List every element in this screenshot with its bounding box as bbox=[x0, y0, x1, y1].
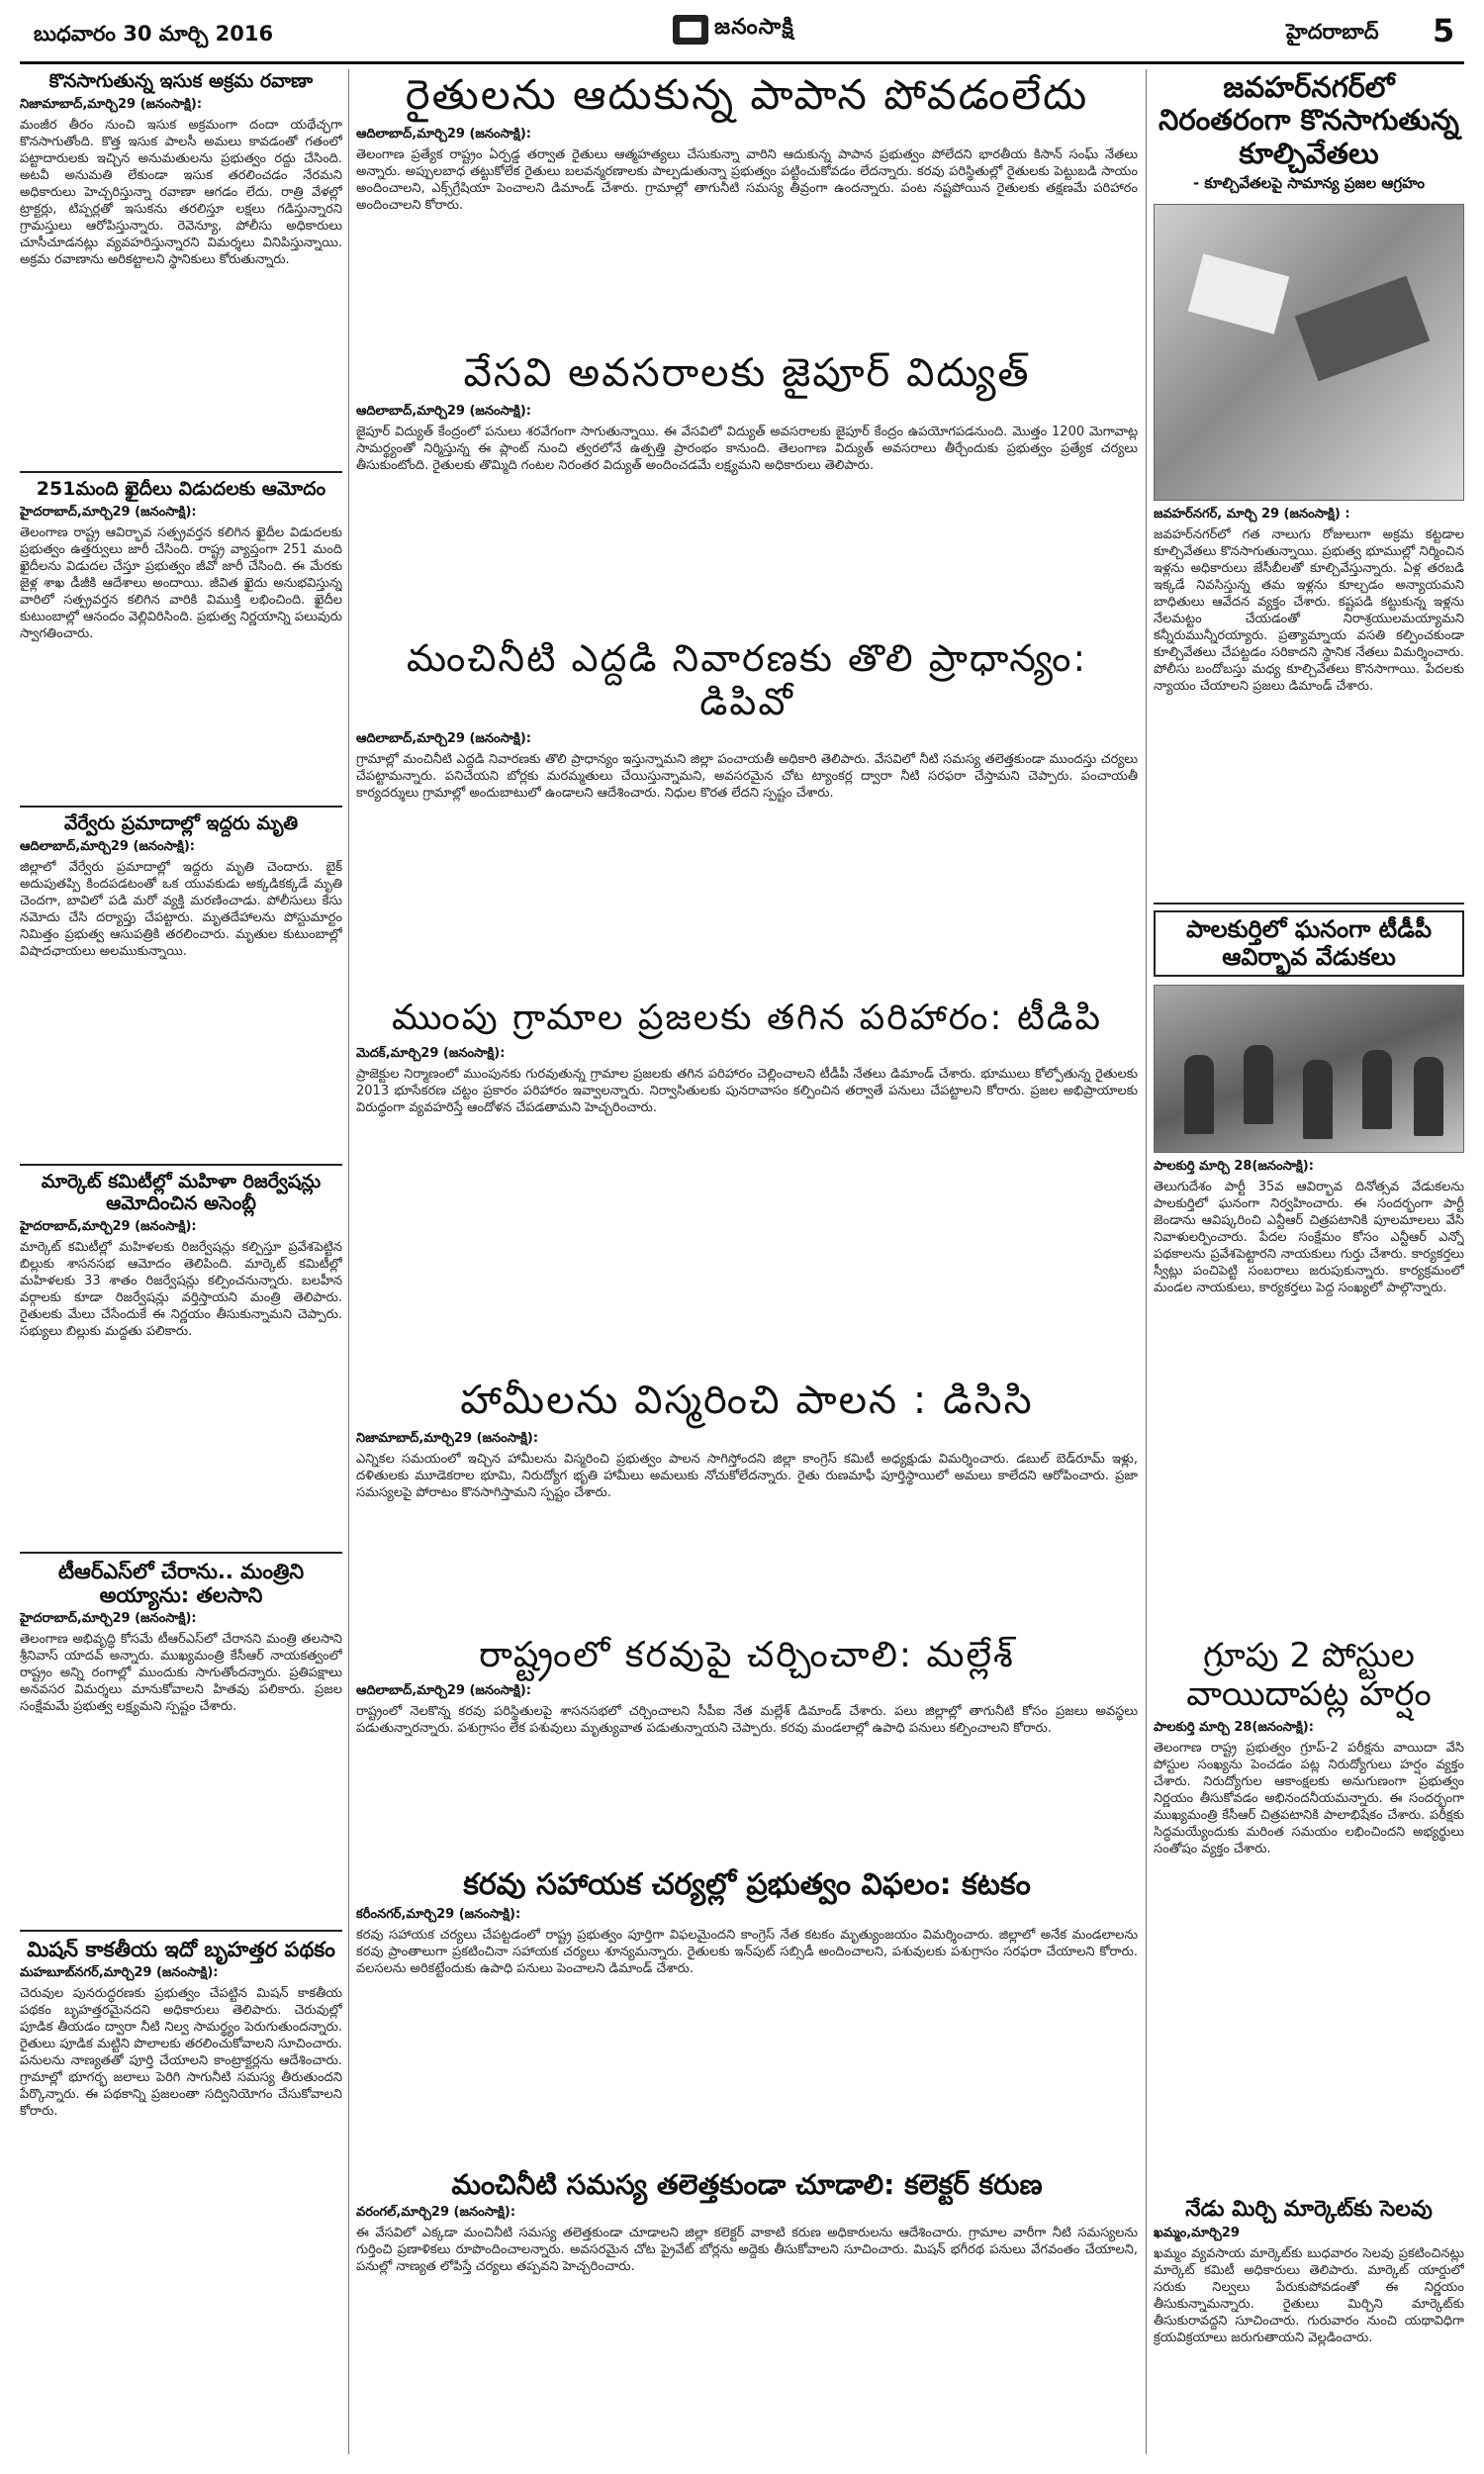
article-drought-katakam bbox=[356, 1868, 1138, 2165]
article-dateline: ఆదిలాబాద్,మార్చి29 (జనంసాక్షి): bbox=[20, 838, 195, 854]
article-body: కరవు సహాయక చర్యలు చేపట్టడంలో రాష్ట్ర ప్రభుత్వం పూర్తిగా విఫలమైందని కాంగ్రెస్ నేత కటకం మృత్యుంజయం విమర్శించారు. జిల్లాలో అనేక మండలాలను కరవు ప్రాంతాలుగా ప్రకటించినా సహాయక చర్యలు శూన్యమన్నారు. రైతులకు ఇన్‌పుట్ సబ్సిడీ అందించాలని, పశువులకు పశుగ్రాసం సరఫరా చేయాలని కోరారు. వలసలను అరికట్టేందుకు ఉపాధి పనులు పెంచాలని డిమాండ్ చేశారు. bbox=[356, 1927, 1138, 1976]
article-dateline: ఆదిలాబాద్,మార్చి29 (జనంసాక్షి): bbox=[356, 127, 531, 143]
article-body: మార్కెట్ కమిటీల్లో మహిళలకు రిజర్వేషన్లు కల్పిస్తూ ప్రవేశపెట్టిన బిల్లుకు శాసనసభ ఆమోదం తెలిపింది. మార్కెట్ కమిటీల్లో మహిళలకు 33 శాతం రిజర్వేషన్లు కల్పించనున్నారు. బలహీన వర్గాలకు కూడా రిజర్వేషన్లు వర్తిస్తాయని మంత్రి తెలిపారు. రైతులకు మేలు చేసేందుకే ఈ నిర్ణయం తీసుకున్నామని చెప్పారు. సభ్యులు బిల్లుకు మద్దతు పలికారు. bbox=[20, 1239, 342, 1339]
article-headline: మార్కెట్ కమిటీల్లో మహిళా రిజర్వేషన్లు ఆమోదించిన అసెంబ్లీ bbox=[41, 1172, 322, 1214]
article-headline: వేర్వేరు ప్రమాదాల్లో ఇద్దరు మృతి bbox=[63, 813, 299, 834]
article-talasani bbox=[20, 1560, 342, 1926]
article-headline: రాష్ట్రంలో కరవుపై చర్చించాలి: మల్లేశ్ bbox=[479, 1635, 1015, 1675]
article-body: ప్రాజెక్టుల నిర్మాణంలో ముంపునకు గురవుతున్న గ్రామాల ప్రజలకు తగిన పరిహారం చెల్లించాలని టీడీపీ నేతలు డిమాండ్ చేశారు. భూములు కోల్పోతున్న రైతులకు 2013 భూసేకరణ చట్టం ప్రకారం పరిహారం ఇవ్వాలన్నారు. నిర్వాసితులకు పునరావాసం కల్పించిన తర్వాతే పనులు చేపట్టాలని కోరారు. ప్రజల అభిప్రాయాలకు విరుద్ధంగా వ్యవహరిస్తే ఆందోళన చేపడతామని హెచ్చరించారు. bbox=[356, 1067, 1138, 1116]
article-dateline: కరీంనగర్,మార్చి29 (జనంసాక్షి): bbox=[356, 1906, 521, 1922]
article-body: తెలంగాణ రాష్ట్ర ఆవిర్భావ సత్ప్రవర్తన కలిగిన ఖైదీల విడుదలకు ప్రభుత్వం ఉత్తర్వులు జారీ చేసింది. రాష్ట్ర వ్యాప్తంగా 251 మంది ఖైదీలను విడుదల చేస్తూ ప్రభుత్వం జీవో జారీ చేసింది. ఈ మేరకు జైళ్ల శాఖ డీజీకి ఆదేశాలు అందాయి. జీవిత ఖైదు అనుభవిస్తున్న వారిలో సత్ప్రవర్తన కలిగిన వారికి విముక్తి లభించింది. ఖైదీల కుటుంబాల్లో ఆనందం వెల్లివిరిసింది. ప్రభుత్వ నిర్ణయాన్ని పలువురు స్వాగతించారు. bbox=[20, 524, 342, 641]
article-tdp-formation-day bbox=[1154, 910, 1464, 1633]
article-collector-karuna bbox=[356, 2169, 1138, 2456]
article-divider bbox=[20, 1930, 342, 1932]
article-body: జవహర్‌నగర్‌లో గత నాలుగు రోజులుగా అక్రమ కట్టడాల కూల్చివేతలు కొనసాగుతున్నాయి. ప్రభుత్వ భూముల్లో నిర్మించిన ఇళ్లను అధికారులు జేసీబీలతో కూల్చివేస్తున్నారు. ఏళ్ల తరబడి ఇక్కడే నివసిస్తున్న తమ ఇళ్లను కూల్చడం అన్యాయమని బాధితులు ఆవేదన వ్యక్తం చేశారు. కష్టపడి కట్టుకున్న ఇళ్లను నేలమట్టం చేయడంతో నిరాశ్రయులమయ్యామని కన్నీరుమున్నీరయ్యారు. ప్రత్యామ్నాయ వసతి కల్పించకుండా కూల్చివేతలు చేపట్టడం సరికాదని స్థానిక నేతలు విమర్శించారు. పోలీసు బందోబస్తు మధ్య కూల్చివేతలు కొనసాగాయి. పేదలకు న్యాయం చేయాలని ప్రజలు డిమాండ్ చేశారు. bbox=[1154, 527, 1464, 695]
article-body: రాష్ట్రంలో నెలకొన్న కరవు పరిస్థితులపై శాసనసభలో చర్చించాలని సీపీఐ నేత మల్లేశ్ డిమాండ్ చేశారు. పలు జిల్లాల్లో తాగునీటి కోసం ప్రజలు అవస్థలు పడుతున్నారన్నారు. పశుగ్రాసం లేక పశువులు మృత్యువాత పడుతున్నాయని చెప్పారు. కరవు మండలాల్లో ఉపాధి పనులు కల్పించాలని కోరారు. bbox=[356, 1704, 1138, 1737]
article-body: తెలంగాణ రాష్ట్ర ప్రభుత్వం గ్రూప్-2 పరీక్షను వాయిదా వేసి పోస్టుల సంఖ్యను పెంచడం పట్ల నిరుద్యోగులు హర్షం వ్యక్తం చేశారు. నిరుద్యోగుల ఆకాంక్షలకు అనుగుణంగా ప్రభుత్వం నిర్ణయం తీసుకోవడం అభినందనీయమన్నారు. ఈ సందర్భంగా ముఖ్యమంత్రి కేసీఆర్ చిత్రపటానికి పాలాభిషేకం చేశారు. పరీక్షకు సిద్ధమయ్యేందుకు మరింత సమయం లభించిందని అభ్యర్థులు సంతోషం వ్యక్తం చేశారు. bbox=[1154, 1741, 1464, 1857]
article-prisoners-release bbox=[20, 479, 342, 802]
article-body: ఎన్నికల సమయంలో ఇచ్చిన హామీలను విస్మరించి ప్రభుత్వం పాలన సాగిస్తోందని జిల్లా కాంగ్రెస్ కమిటీ అధ్యక్షుడు విమర్శించారు. డబుల్ బెడ్‌రూమ్ ఇళ్లు, దళితులకు మూడెకరాల భూమి, నిరుద్యోగ భృతి హామీలు అమలుకు నోచుకోలేదన్నారు. రైతు రుణమాఫీ పూర్తిస్థాయిలో అమలు కాలేదని ఆరోపించారు. ప్రజా సమస్యలపై పోరాటం కొనసాగిస్తామని స్పష్టం చేశారు. bbox=[356, 1452, 1138, 1500]
article-drinking-water-dpo bbox=[356, 637, 1138, 994]
article-headline: వేసవి అవసరాలకు జైపూర్ విద్యుత్ bbox=[463, 350, 1031, 396]
article-demolitions bbox=[1154, 71, 1464, 899]
article-headline: రైతులను ఆదుకున్న పాపాన పోవడంలేదు bbox=[405, 71, 1089, 119]
demolition-photo bbox=[1154, 204, 1464, 501]
article-headline: ముంపు గ్రామాల ప్రజలకు తగిన పరిహారం: టీడిపి bbox=[392, 998, 1102, 1038]
masthead-logo-text: జనంసాక్షి bbox=[714, 15, 794, 40]
article-dateline: ఆదిలాబాద్,మార్చి29 (జనంసాక్షి): bbox=[356, 1683, 531, 1699]
article-subhead: - కూల్చివేతలపై సామాన్య ప్రజల ఆగ్రహం bbox=[1192, 174, 1426, 193]
article-body: చెరువుల పునరుద్ధరణకు ప్రభుత్వం చేపట్టిన మిషన్ కాకతీయ పథకం బృహత్తరమైనదని అధికారులు తెలిపారు. చెరువుల్లో పూడిక తీయడం ద్వారా నీటి నిల్వ సామర్థ్యం పెరుగుతుందన్నారు. రైతులు పూడిక మట్టిని పొలాలకు తరలించుకోవాలని సూచించారు. పనులను నాణ్యతతో పూర్తి చేయాలని కాంట్రాక్టర్లను ఆదేశించారు. గ్రామాల్లో భూగర్భ జలాలు పెరిగి సాగునీటి సమస్య తీరుతుందని పేర్కొన్నారు. ఈ పథకాన్ని ప్రజలంతా సద్వినియోగం చేసుకోవాలని కోరారు. bbox=[20, 1986, 342, 2120]
newspaper-logo-icon bbox=[673, 15, 708, 45]
article-headline: గ్రూపు 2 పోస్టుల వాయిదాపట్ల హర్షం bbox=[1186, 1637, 1432, 1715]
article-dateline: పాలకుర్తి మార్చి 28(జనంసాక్షి): bbox=[1154, 1720, 1314, 1736]
article-dcc bbox=[356, 1378, 1138, 1631]
article-headline: జవహర్‌నగర్‌లో నిరంతరంగా కొనసాగుతున్న కూల్చివేతలు bbox=[1159, 71, 1459, 170]
article-sand-smuggling bbox=[20, 71, 342, 467]
article-headline: 251మంది ఖైదీలు విడుదలకు ఆమోదం bbox=[36, 479, 326, 500]
article-headline: మిషన్ కాకతీయ ఇదో బృహత్తర పథకం bbox=[27, 1938, 335, 1961]
article-headline: మంచినీటి ఎద్దడి నివారణకు తొలి ప్రాధాన్యం: డిపివో bbox=[406, 637, 1088, 723]
article-market-reservations bbox=[20, 1172, 342, 1548]
article-mirchi-market bbox=[1154, 2197, 1464, 2454]
article-dateline: పాలకుర్తి మార్చి 28(జనంసాక్షి): bbox=[1154, 1159, 1314, 1175]
article-headline: నేడు మిర్చి మార్కెట్‌కు సెలవు bbox=[1185, 2197, 1433, 2222]
article-body: తెలుగుదేశం పార్టీ 35వ ఆవిర్భావ దినోత్సవ వేడుకలను పాలకుర్తిలో ఘనంగా నిర్వహించారు. ఈ సందర్భంగా పార్టీ జెండాను ఆవిష్కరించి ఎన్టీఆర్ చిత్రపటానికి పూలమాలలు వేసి నివాళులర్పించారు. పేదల సంక్షేమం కోసం ఎన్టీఆర్ ఎన్నో పథకాలను ప్రవేశపెట్టారని నాయకులు గుర్తు చేశారు. కార్యకర్తలు స్వీట్లు పంచిపెట్టి సంబరాలు జరుపుకున్నారు. కార్యక్రమంలో మండల నాయకులు, కార్యకర్తలు పెద్ద సంఖ్యలో పాల్గొన్నారు. bbox=[1154, 1180, 1464, 1296]
article-divider bbox=[20, 1164, 342, 1166]
article-headline: టీఆర్ఎస్‌లో చేరాను.. మంత్రిని అయ్యాను: తలసాని bbox=[57, 1560, 305, 1608]
article-body: జిల్లాలో వేర్వేరు ప్రమాదాల్లో ఇద్దరు మృతి చెందారు. బైక్ అదుపుతప్పి కిందపడటంతో ఒక యువకుడు అక్కడికక్కడే మృతి చెందగా, బావిలో పడి మరో వ్యక్తి మరణించాడు. పోలీసులు కేసు నమోదు చేసి దర్యాప్తు చేపట్టారు. మృతదేహాలను పోస్టుమార్టం నిమిత్తం ప్రభుత్వ ఆసుపత్రికి తరలించారు. మృతుల కుటుంబాల్లో విషాదఛాయలు అలముకున్నాయి. bbox=[20, 859, 342, 959]
article-body: తెలంగాణ ప్రత్యేక రాష్ట్రం ఏర్పడ్డ తర్వాత రైతులు ఆత్మహత్యలు చేసుకున్నా వారిని ఆదుకున్న పాపాన ప్రభుత్వం పోలేదని భారతీయ కిసాన్ సంఘ్ నేతలు అన్నారు. అప్పులబాధ తట్టుకోలేక రైతులు బలవన్మరణాలకు పాల్పడుతున్నా ప్రభుత్వం పట్టించుకోవడం లేదన్నారు. కరవు పరిస్థితుల్లో రైతులకు పెట్టుబడి సాయం అందించాలని, ఎక్స్‌గ్రేషియా పెంచాలని డిమాండ్ చేశారు. గ్రామాల్లో తాగునీటి సమస్య తీవ్రంగా ఉందన్నారు. పంట నష్టపోయిన రైతులకు తక్షణమే పరిహారం అందించాలని కోరారు. bbox=[356, 147, 1138, 214]
article-body: గ్రామాల్లో మంచినీటి ఎద్దడి నివారణకు తొలి ప్రాధాన్యం ఇస్తున్నామని జిల్లా పంచాయతీ అధికారి తెలిపారు. వేసవిలో నీటి సమస్య తలెత్తకుండా ముందస్తు చర్యలు చేపట్టామన్నారు. పనిచేయని బోర్లకు మరమ్మతులు చేయిస్తున్నామని, అవసరమైన చోట ట్యాంకర్ల ద్వారా నీటి సరఫరా చేస్తామని చెప్పారు. పంచాయతీ కార్యదర్శులు గ్రామాల్లో అందుబాటులో ఉండాలని ఆదేశించారు. నిధుల కొరత లేదని స్పష్టం చేశారు. bbox=[356, 752, 1138, 802]
article-body: జైపూర్ విద్యుత్ కేంద్రంలో పనులు శరవేగంగా సాగుతున్నాయి. ఈ వేసవిలో విద్యుత్ అవసరాలకు జైపూర్ కేంద్రం ఉపయోగపడనుంది. మొత్తం 1200 మెగావాట్ల సామర్థ్యంతో నిర్మిస్తున్న ఈ ప్లాంట్ నుంచి త్వరలోనే ఉత్పత్తి ప్రారంభం కానుంది. తెలంగాణ విద్యుత్ అవసరాలు తీర్చేందుకు ప్రభుత్వం ప్రత్యేక చర్యలు తీసుకుంటోంది. రైతులకు తొమ్మిది గంటల నిరంతర విద్యుత్ అందించడమే లక్ష్యమని అధికారులు తెలిపారు. bbox=[356, 425, 1138, 473]
center-column bbox=[356, 71, 1138, 2456]
article-body: తెలంగాణ అభివృద్ధి కోసమే టీఆర్ఎస్‌లో చేరానని మంత్రి తలసాని శ్రీనివాస్ యాదవ్ అన్నారు. ముఖ్యమంత్రి కేసీఆర్ నాయకత్వంలో రాష్ట్రం అన్ని రంగాల్లో ముందుకు సాగుతోందన్నారు. ప్రతిపక్షాలు అనవసర విమర్శలు మానుకోవాలని హితవు పలికారు. ప్రజల సంక్షేమమే ప్రభుత్వ లక్ష్యమని స్పష్టం చేశారు. bbox=[20, 1632, 342, 1715]
article-dateline: నిజామాబాద్,మార్చి29 (జనంసాక్షి): bbox=[356, 1431, 539, 1446]
masthead-date: బుధవారం 30 మార్చి 2016 bbox=[34, 22, 274, 46]
article-dateline: హైదరాబాద్,మార్చి29 (జనంసాక్షి): bbox=[20, 504, 197, 520]
article-body: ఖమ్మం వ్యవసాయ మార్కెట్‌కు బుధవారం సెలవు ప్రకటించినట్లు మార్కెట్ కమిటీ అధికారులు తెలిపారు. మార్కెట్ యార్డులో సరుకు నిల్వలు పేరుకుపోవడంతో ఈ నిర్ణయం తీసుకున్నామన్నారు. రైతులు మిర్చిని మార్కెట్‌కు తీసుకురావద్దని సూచించారు. గురువారం నుంచి యథావిధిగా క్రయవిక్రయాలు జరుగుతాయని వెల్లడించారు. bbox=[1154, 2246, 1464, 2346]
column-divider bbox=[348, 69, 349, 2454]
article-divider bbox=[1154, 903, 1464, 904]
article-headline: మంచినీటి సమస్య తలెత్తకుండా చూడాలి: కలెక్టర్ కరుణ bbox=[451, 2169, 1043, 2201]
column-divider bbox=[1146, 69, 1147, 2454]
article-dateline: ఆదిలాబాద్,మార్చి29 (జనంసాక్షి): bbox=[356, 731, 531, 747]
tdp-celebration-photo bbox=[1154, 985, 1464, 1153]
article-divider bbox=[20, 471, 342, 473]
article-dateline: వరంగల్,మార్చి29 (జనంసాక్షి): bbox=[356, 2205, 516, 2221]
article-jaipur-power bbox=[356, 350, 1138, 633]
article-headline: పాలకుర్తిలో ఘనంగా టీడీపీ ఆవిర్భావ వేడుకలు bbox=[1154, 910, 1464, 977]
article-drought-mallesh bbox=[356, 1635, 1138, 1864]
left-column bbox=[20, 71, 342, 2456]
article-mission-kakatiya bbox=[20, 1938, 342, 2452]
article-dateline: ఆదిలాబాద్,మార్చి29 (జనంసాక్షి): bbox=[356, 404, 531, 419]
article-accidents bbox=[20, 813, 342, 1160]
masthead-city: హైదరాబాద్ bbox=[1286, 20, 1379, 44]
right-column bbox=[1154, 71, 1464, 2456]
article-headline: హామీలను విస్మరించి పాలన : డిసిసి bbox=[460, 1378, 1034, 1423]
article-headline: కరవు సహాయక చర్యల్లో ప్రభుత్వం విఫలం: కటకం bbox=[463, 1868, 1031, 1902]
article-dateline: ఖమ్మం,మార్చి29 bbox=[1154, 2226, 1240, 2241]
article-submerged-villages bbox=[356, 998, 1138, 1374]
article-divider bbox=[20, 1552, 342, 1554]
article-headline: కొనసాగుతున్న ఇసుక అక్రమ రవాణా bbox=[48, 71, 314, 92]
article-group2-posts bbox=[1154, 1637, 1464, 2191]
article-dateline: హైదరాబాద్,మార్చి29 (జనంసాక్షి): bbox=[20, 1611, 197, 1627]
article-body: ఈ వేసవిలో ఎక్కడా మంచినీటి సమస్య తలెత్తకుండా చూడాలని జిల్లా కలెక్టర్ వాకాటి కరుణ అధికారులను ఆదేశించారు. గ్రామాల వారీగా నీటి సమస్యలను గుర్తించి ప్రణాళికలు రూపొందించాలన్నారు. అవసరమైన చోట ప్రైవేట్ బోర్లను అద్దెకు తీసుకోవాలని సూచించారు. మిషన్ భగీరథ పనులు వేగవంతం చేయాలని, పనుల్లో నాణ్యత లోపిస్తే చర్యలు తప్పవని హెచ్చరించారు. bbox=[356, 2226, 1138, 2275]
masthead-logo bbox=[673, 10, 794, 49]
masthead-rule bbox=[20, 61, 1464, 64]
article-dateline: మెదక్,మార్చి29 (జనంసాక్షి): bbox=[356, 1046, 506, 1062]
article-dateline: నిజామాబాద్,మార్చి29 (జనంసాక్షి): bbox=[20, 96, 203, 112]
article-dateline: హైదరాబాద్,మార్చి29 (జనంసాక్షి): bbox=[20, 1218, 197, 1234]
article-dateline: జవహర్‌నగర్, మార్చి 29 (జనంసాక్షి) : bbox=[1154, 507, 1350, 523]
article-divider bbox=[20, 806, 342, 808]
article-farmers bbox=[356, 71, 1138, 346]
article-body: మంజీర తీరం నుంచి ఇసుక అక్రమంగా దందా యథేచ్ఛగా కొనసాగుతోంది. కొత్త ఇసుక పాలసీ అమలు కావడంతో గతంలో పట్టాదారులకు ఇచ్చిన అనుమతులను ప్రభుత్వం రద్దు చేసింది. అటవీ అనుమతి లేకుండా ఇసుక తరలించడం నేరమని అధికారులు హెచ్చరిస్తున్నా రవాణా ఆగడం లేదు. రాత్రి వేళల్లో ట్రాక్టర్లు, టిప్పర్లతో ఇసుకను తరలిస్తూ లక్షలు గడిస్తున్నారని గ్రామస్తులు ఆరోపిస్తున్నారు. రెవెన్యూ, పోలీసు అధికారులు చూసీచూడనట్లు వ్యవహరిస్తున్నారని విమర్శలు వినిపిస్తున్నాయి. అక్రమ రవాణాను అరికట్టాలని స్థానికులు కోరుతున్నారు. bbox=[20, 117, 342, 267]
page-number: 5 bbox=[1433, 12, 1455, 49]
article-dateline: మహబూబ్‌నగర్,మార్చి29 (జనంసాక్షి): bbox=[20, 1965, 219, 1981]
